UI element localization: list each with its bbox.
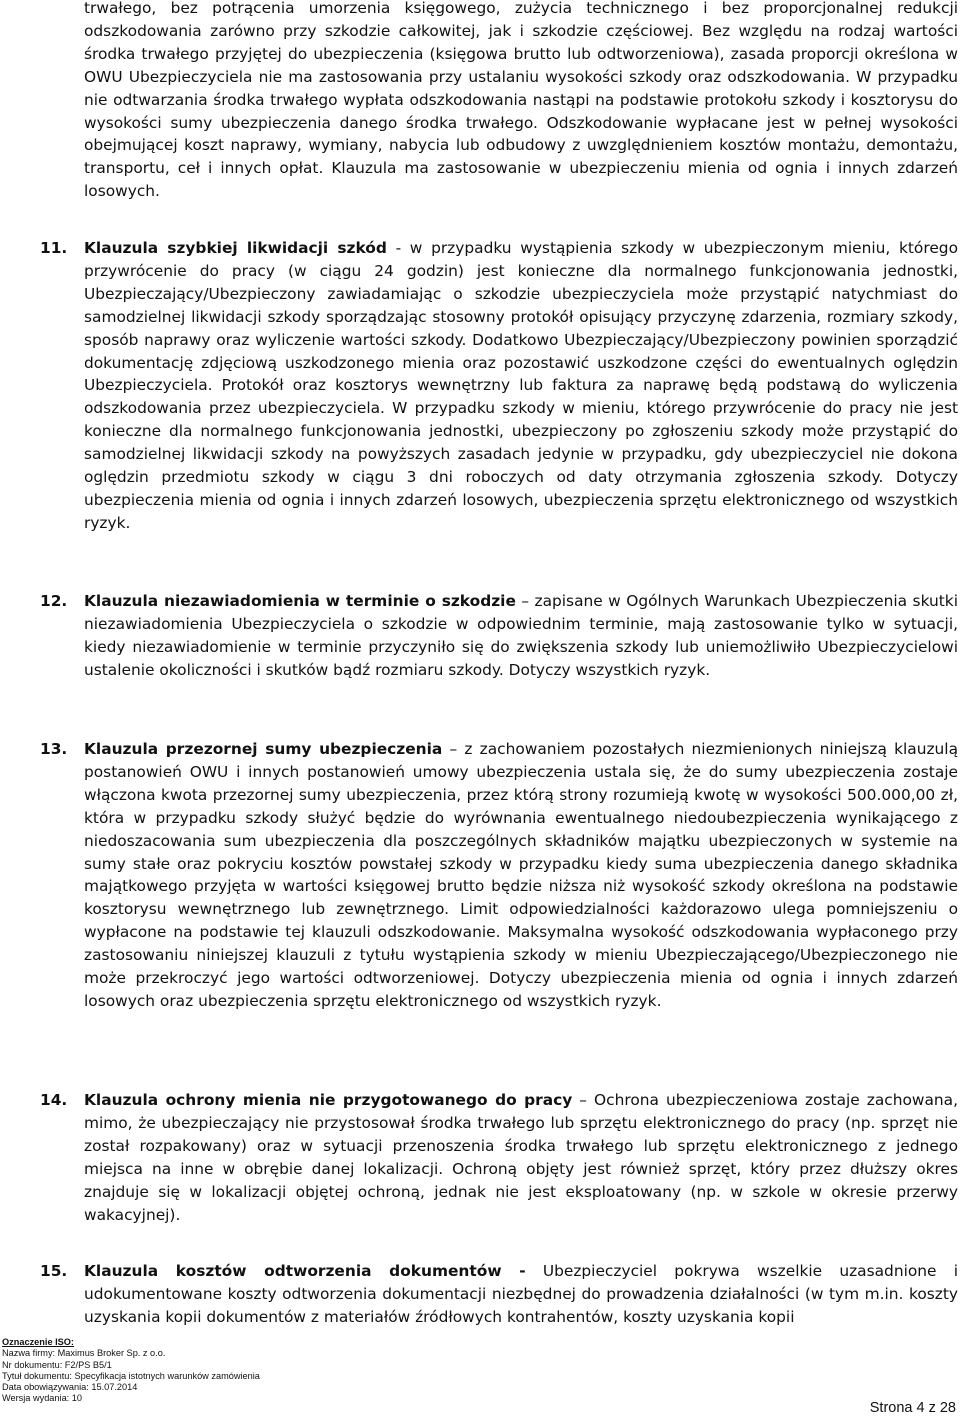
valid-date: Data obowiązywania: 15.07.2014 <box>2 1382 138 1393</box>
clause-15-paragraph <box>84 1260 958 1329</box>
version: Wersja wydania: 10 <box>2 1393 83 1404</box>
clause-11-text: - w przypadku wystąpienia szkody w ubezpieczonym mieniu, którego przywrócenie do pracy (w ciągu 24 godzin) jest konieczne dla normalnego funkcjonowania jednostki, Ubezpieczający/Ubezpieczony zawiadamiając o szkodzie ubezpieczyciela może przystąpić natychmiast do samodzielnej likwidacji szkody sporządzając stosowny protokół opisujący przyczynę zdarzenia, rozmiary szkody, sposób naprawy oraz wyliczenie wartości szkody. Dodatkowo Ubezpieczający/Ubezpieczony powinien sporządzić dokumentację zdjęciową uszkodzonego mienia oraz pozostawić uszkodzone części do ewentualnych oględzin Ubezpieczyciela. Protokół oraz kosztorys wewnętrzny lub faktura za naprawę będą podstawą do wyliczenia odszkodowania przez ubezpieczyciela. W przypadku szkody w mieniu, którego przywrócenie do pracy nie jest konieczne dla normalnego funkcjonowania jednostki, ubezpieczony po zgłoszeniu szkody może przystąpić do samodzielnej likwidacji szkody na powyższych zasadach jedynie w przypadku, gdy ubezpieczyciel nie dokona oględzin przedmiotu szkody w ciągu 3 dni roboczych od daty otrzymania zgłoszenia szkody. Dotyczy ubezpieczenia mienia od ognia i innych zdarzeń losowych, ubezpieczenia sprzętu elektronicznego od wszystkich ryzyk. <box>84 239 958 532</box>
clause-12-paragraph <box>84 590 958 682</box>
clause-15-title: Klauzula kosztów odtworzenia dokumentów - <box>84 1262 526 1280</box>
clause-13-text: – z zachowaniem pozostałych niezmienionych niniejszą klauzulą postanowień OWU i innych postanowień umowy ubezpieczenia ustala się, że do sumy ubezpieczenia zostaje włączona kwota przezornej sumy ubezpieczenia, przez którą strony rozumieją kwotę w wysokości 500.000,00 zł, która w przypadku szkody służyć będzie do wyrównania ewentualnego niedoubezpieczenia wynikającego z niedoszacowania sum ubezpieczenia dla poszczególnych składników majątku ubezpieczonych w systemie na sumy stałe oraz pokryciu kosztów powstałej szkody w przypadku kiedy suma ubezpieczenia danego składnika majątkowego przyjęta w wartości księgowej brutto będzie niższa niż wysokość szkody określona na podstawie kosztorysu wewnętrznego lub zewnętrznego. Limit odpowiedzialności każdorazowo ulega pomniejszeniu o wypłacone na podstawie tej klauzuli odszkodowanie. Maksymalna wysokość odszkodowania wypłaconego przy zastosowaniu niniejszej klauzuli z tytułu wystąpienia szkody w mieniu Ubezpieczającego/Ubezpieczonego nie może przekroczyć jego wartości odtworzeniowej. Dotyczy ubezpieczenia mienia od ognia i innych zdarzeń losowych oraz ubezpieczenia sprzętu elektronicznego od wszystkich ryzyk. <box>84 740 959 1010</box>
clause-13-number: 13. <box>40 740 68 758</box>
intro-paragraph: trwałego, bez potrącenia umorzenia księgowego, zużycia technicznego i bez proporcjonalnej redukcji odszkodowania zarówno przy szkodzie całkowitej, jak i szkodzie częściowej. Bez względu na rodzaj wartości środka trwałego przyjętej do ubezpieczenia (księgowa brutto lub odtworzeniowa), zasada proporcji określona w OWU Ubezpieczyciela nie ma zastosowania przy ustalaniu wysokości szkody oraz odszkodowania. W przypadku nie odtwarzania środka trwałego wypłata odszkodowania nastąpi na podstawie protokołu szkody i kosztorysu do wysokości sumy ubezpieczenia danego środka trwałego. Odszkodowanie wypłacane jest w pełnej wysokości obejmującej koszt naprawy, wymiany, nabycia lub odbudowy z uwzględnieniem kosztów montażu, demontażu, transportu, ceł i innych opłat. Klauzula ma zastosowanie w ubezpieczeniu mienia od ognia i innych zdarzeń losowych. <box>84 0 958 201</box>
document-title: Tytuł dokumentu: Specyfikacja istotnych warunków zamówienia <box>2 1370 260 1381</box>
clause-13-paragraph <box>84 738 958 1013</box>
company-name: Nazwa firmy: Maximus Broker Sp. z o.o. <box>2 1348 166 1359</box>
clause-12-text: – zapisane w Ogólnych Warunkach Ubezpieczenia skutki niezawiadomienia Ubezpieczyciela o szkodzie w odpowiednim terminie, mają zastosowanie tylko w sytuacji, kiedy niezawiadomienie w terminie przyczyniło się do zwiększenia szkody lub uniemożliwiło Ubezpieczycielowi ustalenie okoliczności i skutków bądź rozmiaru szkody. Dotyczy wszystkich ryzyk. <box>84 592 958 679</box>
clause-11-paragraph <box>84 237 958 535</box>
document-number: Nr dokumentu: F2/PS B5/1 <box>2 1359 112 1370</box>
clause-14-paragraph <box>84 1089 958 1226</box>
iso-label: Oznaczenie ISO: <box>2 1337 74 1347</box>
clause-11-number: 11. <box>40 239 68 257</box>
page-number: Strona 4 z 28 <box>869 1400 956 1416</box>
clause-13-title: Klauzula przezornej sumy ubezpieczenia <box>84 740 443 758</box>
clause-14-title: Klauzula ochrony mienia nie przygotowanego do pracy <box>84 1091 573 1109</box>
clause-14-number: 14. <box>40 1091 68 1109</box>
clause-14-text: – Ochrona ubezpieczeniowa zostaje zachowana, mimo, że ubezpieczający nie przystosował środka trwałego lub sprzętu elektronicznego do pracy (np. sprzęt nie został rozpakowany) oraz w sytuacji przenoszenia środka trwałego lub sprzętu elektronicznego z jednego miejsca na inne w obrębie danej lokalizacji. Ochroną objęty jest również sprzęt, który przez dłuższy okres znajduje się w lokalizacji objętej ochroną, jednak nie jest eksploatowany (np. w szkole w okresie przerwy wakacyjnej). <box>84 1091 959 1224</box>
clause-15-text: Ubezpieczyciel pokrywa wszelkie uzasadnione i udokumentowane koszty odtworzenia dokumentacji niezbędnej do prowadzenia działalności (w tym m.in. koszty uzyskania kopii dokumentów z materiałów źródłowych kontrahentów, koszty uzyskania kopii <box>84 1262 958 1326</box>
clause-15-number: 15. <box>40 1262 68 1280</box>
clause-12-number: 12. <box>40 592 68 610</box>
iso-footer <box>2 1337 260 1405</box>
clause-12-title: Klauzula niezawiadomienia w terminie o szkodzie <box>84 592 516 610</box>
clause-11-title: Klauzula szybkiej likwidacji szkód <box>84 239 387 257</box>
